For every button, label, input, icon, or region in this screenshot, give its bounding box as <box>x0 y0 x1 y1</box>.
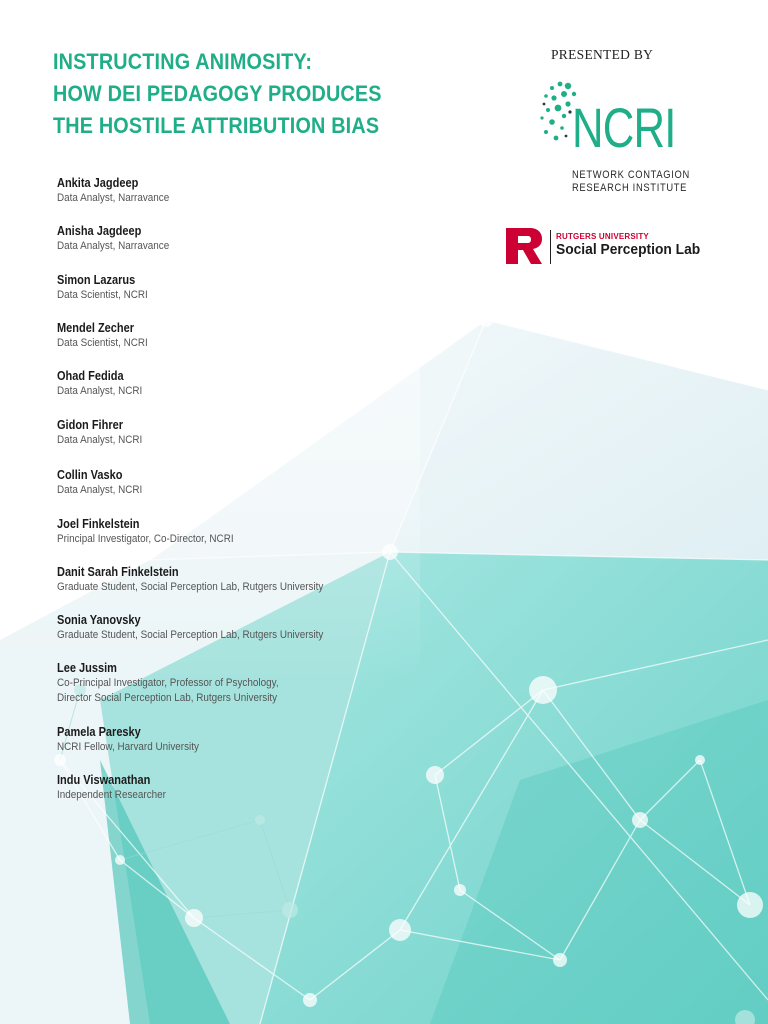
author-role-line-2: Director Social Perception Lab, Rutgers University <box>57 692 278 704</box>
author-item <box>57 516 253 547</box>
author-role: Data Analyst, NCRI <box>57 434 143 446</box>
author-role: Data Scientist, NCRI <box>57 337 148 349</box>
author-role: Data Analyst, NCRI <box>57 385 143 397</box>
title-line-1: INSTRUCTING ANIMOSITY: <box>53 49 313 74</box>
author-role: Data Analyst, NCRI <box>57 484 143 496</box>
author-role: Graduate Student, Social Perception Lab, Rutgers University <box>57 581 324 593</box>
author-role: Data Analyst, Narravance <box>57 192 170 204</box>
author-role: Co-Principal Investigator, Professor of Psychology, <box>57 677 279 689</box>
author-item <box>57 564 353 595</box>
author-item <box>57 612 353 643</box>
author-name: Sonia Yanovsky <box>57 613 141 627</box>
author-name: Anisha Jagdeep <box>57 224 142 238</box>
author-item <box>57 724 215 755</box>
author-name: Collin Vasko <box>57 468 123 482</box>
ncri-logo <box>538 78 688 203</box>
author-name: Mendel Zecher <box>57 321 135 335</box>
author-item <box>57 272 158 303</box>
author-name: Lee Jussim <box>57 661 117 675</box>
logo-divider <box>550 230 551 264</box>
author-name: Joel Finkelstein <box>57 517 140 531</box>
document-title <box>53 46 382 142</box>
title-line-3: THE HOSTILE ATTRIBUTION BIAS <box>53 113 380 138</box>
author-item <box>57 417 152 448</box>
ncri-wordmark: NCRI <box>572 96 676 159</box>
author-name: Pamela Paresky <box>57 725 141 739</box>
rutgers-r-icon <box>504 226 544 266</box>
author-item <box>57 660 303 706</box>
author-name: Ohad Fedida <box>57 369 124 383</box>
rutgers-university-label: RUTGERS UNIVERSITY <box>556 232 649 241</box>
author-item <box>57 175 182 206</box>
author-item <box>57 467 152 498</box>
author-role: Independent Researcher <box>57 789 166 801</box>
author-name: Danit Sarah Finkelstein <box>57 565 179 579</box>
author-role: Data Scientist, NCRI <box>57 289 148 301</box>
author-item <box>57 772 178 803</box>
author-role: NCRI Fellow, Harvard University <box>57 741 199 753</box>
title-line-2: HOW DEI PEDAGOGY PRODUCES <box>53 81 382 106</box>
author-role: Data Analyst, Narravance <box>57 240 170 252</box>
social-perception-lab-label: Social Perception Lab <box>556 241 701 258</box>
author-role: Graduate Student, Social Perception Lab, Rutgers University <box>57 629 324 641</box>
author-item <box>57 223 182 254</box>
author-item <box>57 368 152 399</box>
author-name: Indu Viswanathan <box>57 773 151 787</box>
author-name: Gidon Fihrer <box>57 418 123 432</box>
author-name: Simon Lazarus <box>57 273 136 287</box>
ncri-subtitle <box>572 169 690 195</box>
ncri-subtitle-line-1: NETWORK CONTAGION <box>572 169 690 181</box>
presented-by-label: PRESENTED BY <box>551 47 654 62</box>
author-role: Principal Investigator, Co-Director, NCRI <box>57 533 234 545</box>
author-name: Ankita Jagdeep <box>57 176 139 190</box>
rutgers-logo <box>498 218 722 274</box>
author-item <box>57 320 158 351</box>
ncri-subtitle-line-2: RESEARCH INSTITUTE <box>572 182 688 194</box>
